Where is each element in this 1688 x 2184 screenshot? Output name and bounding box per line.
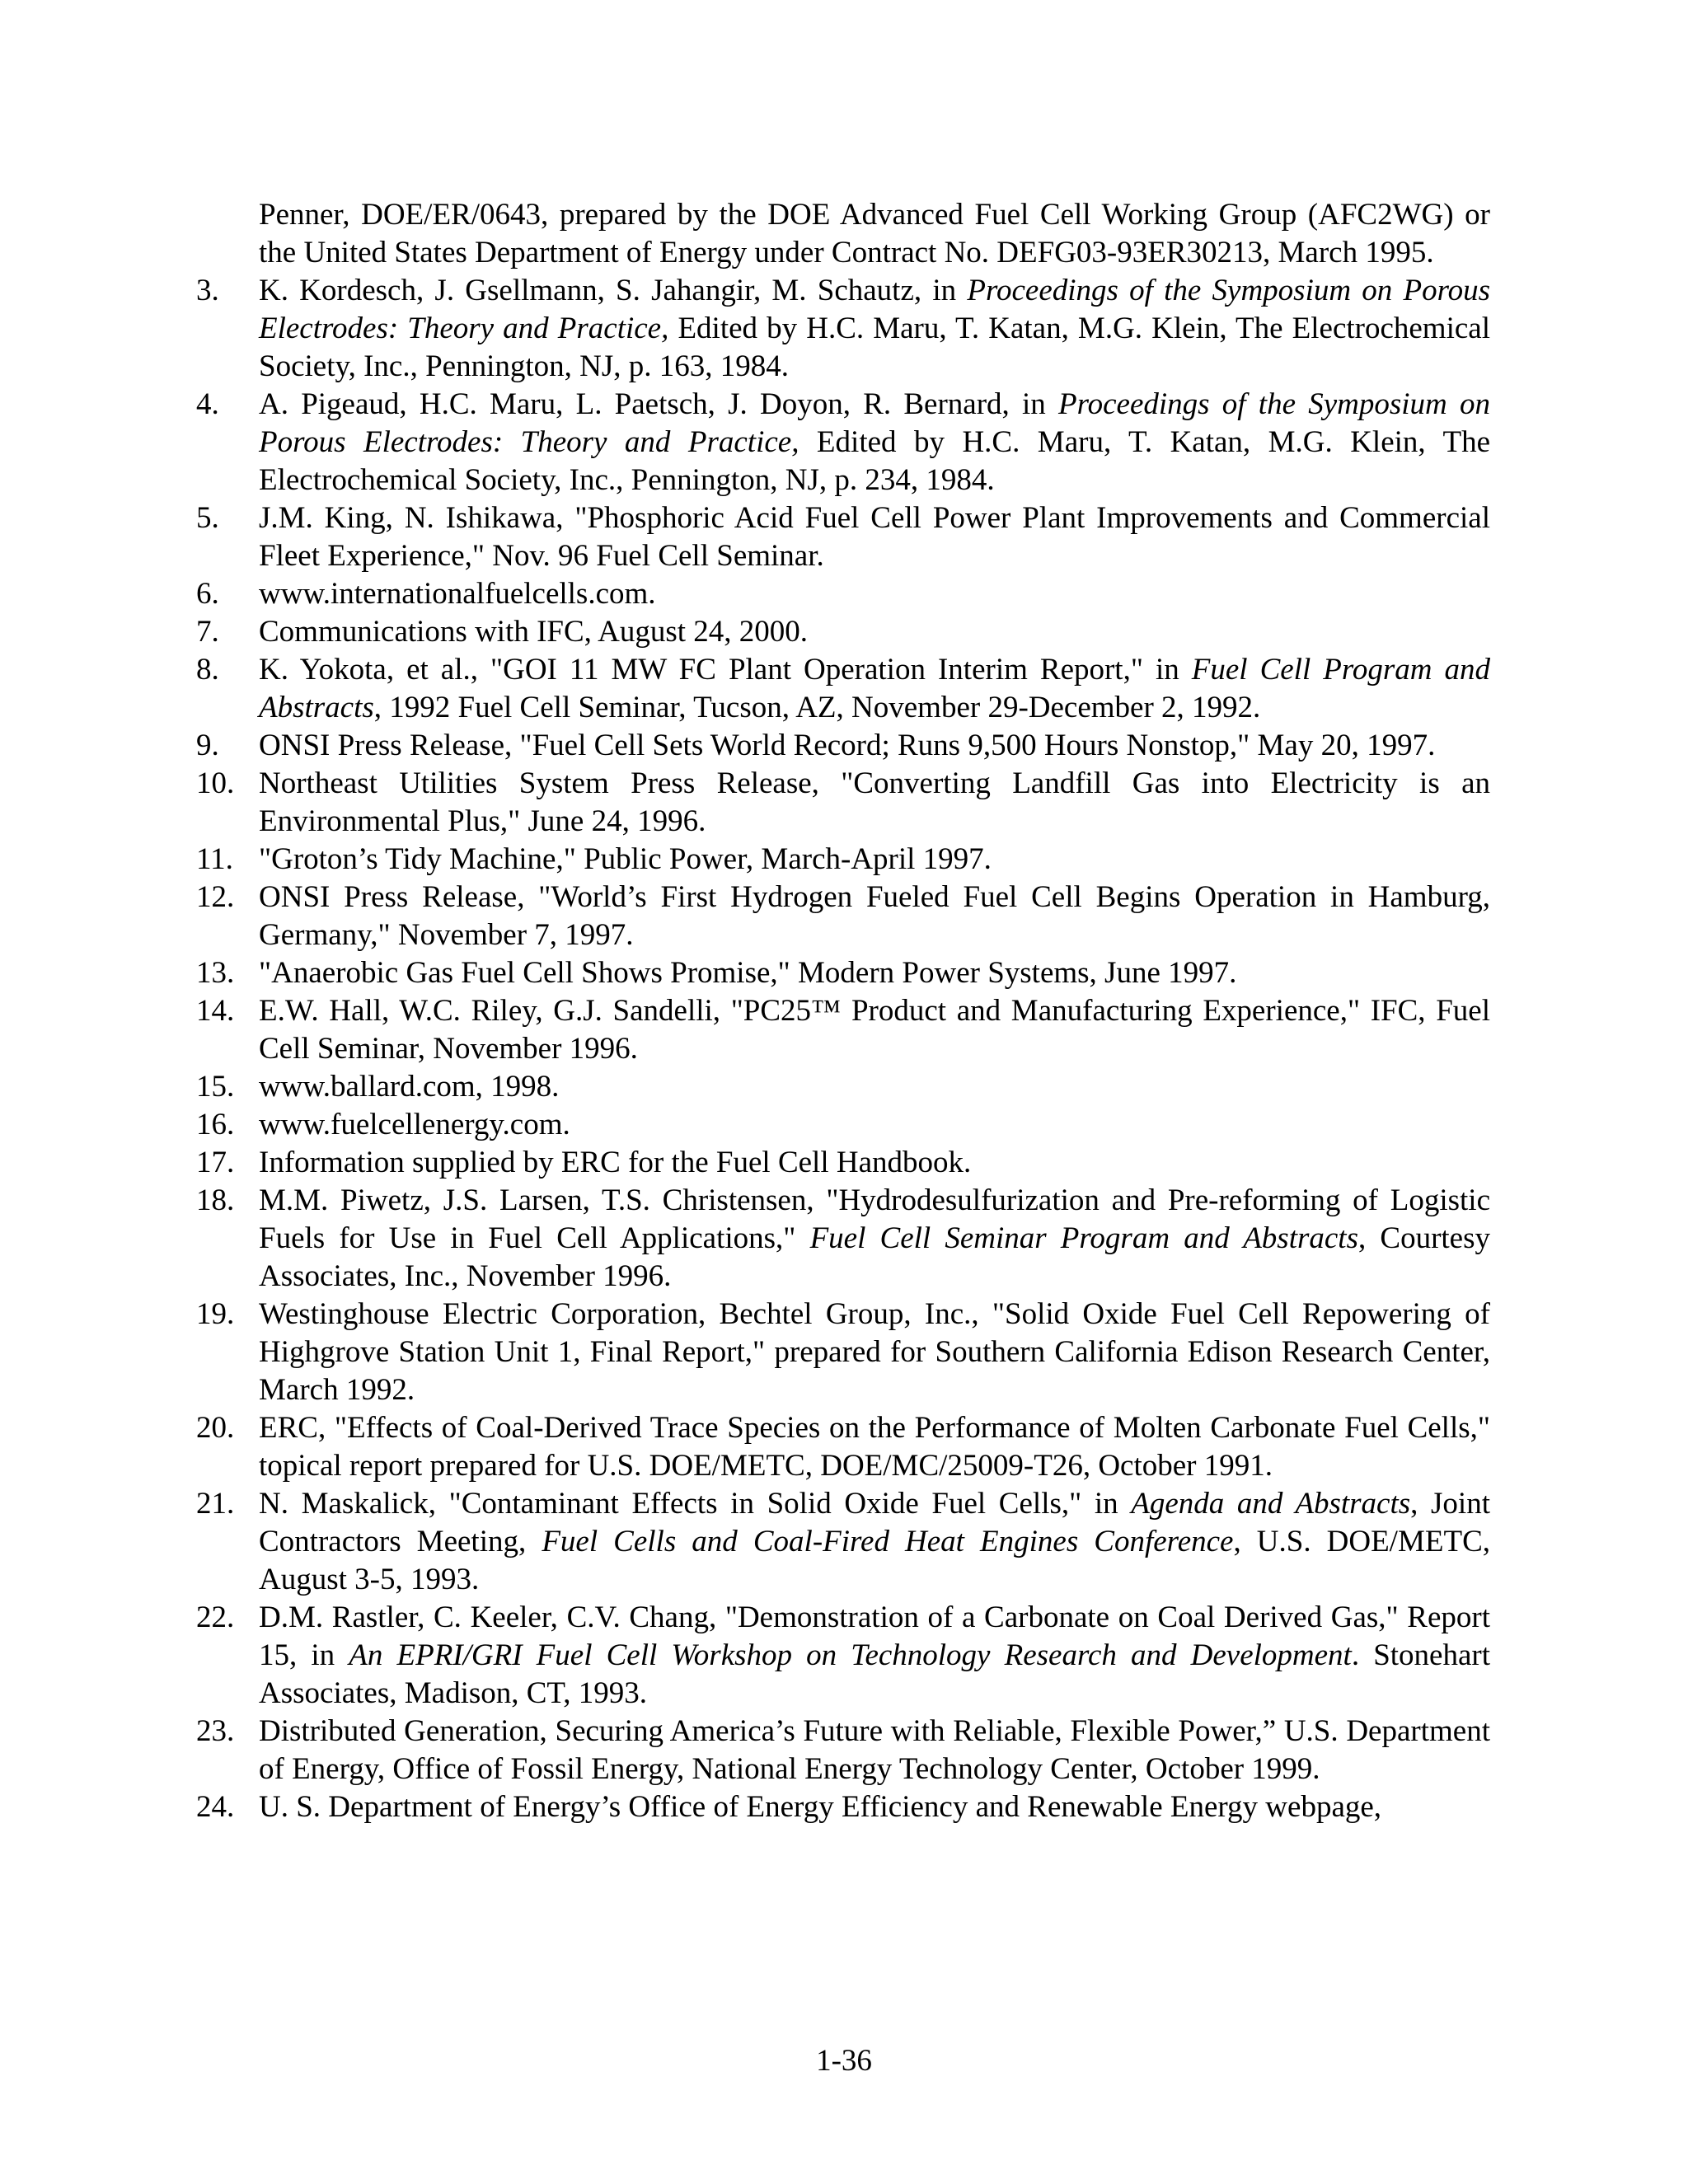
reference-number: 14. [196, 994, 235, 1028]
reference-text [259, 1599, 1490, 1713]
reference-text [259, 499, 1490, 575]
reference-item [196, 1788, 1490, 1826]
reference-item [196, 1106, 1490, 1144]
reference-text [259, 879, 1490, 954]
reference-item [196, 1485, 1490, 1599]
reference-item [196, 727, 1490, 765]
reference-title-italic: An EPRI/GRI Fuel Cell Workshop on Technology Research and Development [349, 1638, 1352, 1672]
reference-item [196, 841, 1490, 879]
reference-text-segment: U. S. Department of Energy’s Office of Energy Efficiency and Renewable Energy webpage, [259, 1790, 1382, 1824]
reference-text [259, 765, 1490, 841]
reference-text-segment: www.internationalfuelcells.com. [259, 577, 656, 611]
reference-text-segment: , Joint Contractors Meeting, [259, 1487, 1490, 1558]
reference-item [196, 1296, 1490, 1409]
reference-text [259, 1144, 1490, 1182]
reference-item [196, 386, 1490, 499]
reference-list [196, 196, 1490, 1826]
reference-text-segment: K. Kordesch, J. Gsellmann, S. Jahangir, M. Schautz, in [259, 274, 968, 307]
reference-number: 12. [196, 880, 235, 914]
reference-number: 19. [196, 1297, 235, 1331]
reference-item [196, 196, 1490, 272]
reference-title-italic: Fuel Cells and Coal-Fired Heat Engines Conference [542, 1525, 1234, 1558]
reference-title-italic: Fuel Cell Seminar Program and Abstracts [809, 1221, 1358, 1255]
reference-text-segment: Westinghouse Electric Corporation, Bechtel Group, Inc., "Solid Oxide Fuel Cell Repowering of Highgrove Station Unit 1, Final Report," prepared for Southern California Edison Research Center, March 1992. [259, 1297, 1490, 1407]
reference-text-segment: Information supplied by ERC for the Fuel Cell Handbook. [259, 1146, 972, 1179]
reference-text [259, 954, 1490, 992]
reference-number: 9. [196, 729, 219, 762]
reference-text [259, 1788, 1490, 1826]
reference-number: 15. [196, 1070, 235, 1104]
reference-text [259, 1713, 1490, 1788]
reference-text-segment: Edited by H.C. Maru, T. Katan, M.G. Klein, The Electrochemical Society, Inc., Pennington, NJ, p. 163, 1984. [259, 312, 1490, 383]
reference-item [196, 575, 1490, 613]
reference-text-segment: , U.S. DOE/METC, August 3-5, 1993. [259, 1525, 1490, 1596]
reference-title-italic: Proceedings of the Symposium on Porous Electrodes: Theory and Practice, [259, 387, 1490, 459]
reference-text-segment: ONSI Press Release, "Fuel Cell Sets World Record; Runs 9,500 Hours Nonstop," May 20, 1997. [259, 729, 1436, 762]
reference-text [259, 272, 1490, 386]
reference-text [259, 575, 1490, 613]
reference-item [196, 765, 1490, 841]
reference-number: 22. [196, 1601, 235, 1634]
reference-number: 8. [196, 653, 219, 687]
reference-text-segment: M.M. Piwetz, J.S. Larsen, T.S. Christensen, "Hydrodesulfurization and Pre-reforming of Logistic Fuels for Use in Fuel Cell Applications," [259, 1183, 1490, 1255]
reference-number: 3. [196, 274, 219, 307]
reference-text-segment: . Stonehart Associates, Madison, CT, 1993. [259, 1638, 1491, 1710]
reference-text-segment: "Groton’s Tidy Machine," Public Power, March-April 1997. [259, 842, 992, 876]
reference-item [196, 272, 1490, 386]
reference-number: 24. [196, 1790, 235, 1824]
reference-item [196, 651, 1490, 727]
reference-number: 5. [196, 501, 219, 535]
reference-item [196, 1713, 1490, 1788]
reference-text-segment: Penner, DOE/ER/0643, prepared by the DOE Advanced Fuel Cell Working Group (AFC2WG) or the United States Department of Energy under Contract No. DEFG03-93ER30213, March 1995. [259, 198, 1490, 269]
reference-text [259, 992, 1490, 1068]
reference-item [196, 954, 1490, 992]
reference-text-segment: A. Pigeaud, H.C. Maru, L. Paetsch, J. Doyon, R. Bernard, in [259, 387, 1058, 421]
reference-text [259, 1296, 1490, 1409]
reference-item [196, 1599, 1490, 1713]
reference-text [259, 613, 1490, 651]
reference-number: 20. [196, 1411, 235, 1445]
reference-text-segment: N. Maskalick, "Contaminant Effects in Solid Oxide Fuel Cells," in [259, 1487, 1132, 1521]
reference-title-italic: Agenda and Abstracts [1131, 1487, 1411, 1521]
reference-number: 7. [196, 615, 219, 649]
reference-text-segment: www.fuelcellenergy.com. [259, 1108, 570, 1141]
reference-text-segment: ONSI Press Release, "World’s First Hydrogen Fueled Fuel Cell Begins Operation in Hamburg, Germany," November 7, 1997. [259, 880, 1490, 952]
reference-text [259, 1485, 1490, 1599]
reference-item [196, 1068, 1490, 1106]
reference-item [196, 1409, 1490, 1485]
reference-number: 21. [196, 1487, 235, 1521]
reference-text [259, 1409, 1490, 1485]
reference-text-segment: ERC, "Effects of Coal-Derived Trace Species on the Performance of Molten Carbonate Fuel Cells," topical report prepared for U.S. DOE/METC, DOE/MC/25009-T26, October 1991. [259, 1411, 1490, 1483]
reference-text-segment: Distributed Generation, Securing America’s Future with Reliable, Flexible Power,” U.S. Department of Energy, Office of Fossil Energy, National Energy Technology Center, October 1999. [259, 1714, 1490, 1786]
reference-text [259, 386, 1490, 499]
reference-text-segment: E.W. Hall, W.C. Riley, G.J. Sandelli, "PC25™ Product and Manufacturing Experience," IFC, Fuel Cell Seminar, November 1996. [259, 994, 1490, 1066]
reference-text-segment: J.M. King, N. Ishikawa, "Phosphoric Acid Fuel Cell Power Plant Improvements and Commercial Fleet Experience," Nov. 96 Fuel Cell Seminar. [259, 501, 1490, 573]
reference-item [196, 613, 1490, 651]
reference-number: 18. [196, 1183, 235, 1217]
reference-item [196, 499, 1490, 575]
reference-text-segment: , Courtesy Associates, Inc., November 1996. [259, 1221, 1490, 1293]
reference-title-italic: Proceedings of the Symposium on Porous Electrodes: Theory and Practice, [259, 274, 1491, 345]
reference-number: 17. [196, 1146, 235, 1179]
reference-text-segment: K. Yokota, et al., "GOI 11 MW FC Plant Operation Interim Report," in [259, 653, 1192, 687]
reference-text [259, 841, 1490, 879]
reference-number: 16. [196, 1108, 235, 1141]
reference-text-segment: D.M. Rastler, C. Keeler, C.V. Chang, "Demonstration of a Carbonate on Coal Derived Gas," Report 15, in [259, 1601, 1490, 1672]
reference-text [259, 727, 1490, 765]
page-number: 1-36 [816, 2044, 872, 2078]
reference-text-segment: www.ballard.com, 1998. [259, 1070, 560, 1104]
reference-text-segment: Northeast Utilities System Press Release, "Converting Landfill Gas into Electricity is an Environmental Plus," June 24, 1996. [259, 766, 1490, 838]
reference-number: 10. [196, 766, 235, 800]
reference-item [196, 1182, 1490, 1296]
reference-text-segment: Edited by H.C. Maru, T. Katan, M.G. Klein, The Electrochemical Society, Inc., Pennington, NJ, p. 234, 1984. [259, 425, 1490, 497]
reference-title-italic: Fuel Cell Program and Abstracts [259, 653, 1490, 724]
reference-number: 23. [196, 1714, 235, 1748]
reference-number: 4. [196, 387, 219, 421]
reference-text [259, 1106, 1490, 1144]
reference-text [259, 196, 1490, 272]
reference-item [196, 1144, 1490, 1182]
reference-text [259, 1068, 1490, 1106]
reference-number: 13. [196, 956, 235, 990]
reference-item [196, 992, 1490, 1068]
reference-text-segment: , 1992 Fuel Cell Seminar, Tucson, AZ, November 29-December 2, 1992. [373, 691, 1261, 724]
reference-number: 11. [196, 842, 233, 876]
reference-text [259, 1182, 1490, 1296]
reference-text [259, 651, 1490, 727]
reference-item [196, 879, 1490, 954]
reference-text-segment: "Anaerobic Gas Fuel Cell Shows Promise," Modern Power Systems, June 1997. [259, 956, 1237, 990]
reference-number: 6. [196, 577, 219, 611]
reference-text-segment: Communications with IFC, August 24, 2000. [259, 615, 809, 649]
